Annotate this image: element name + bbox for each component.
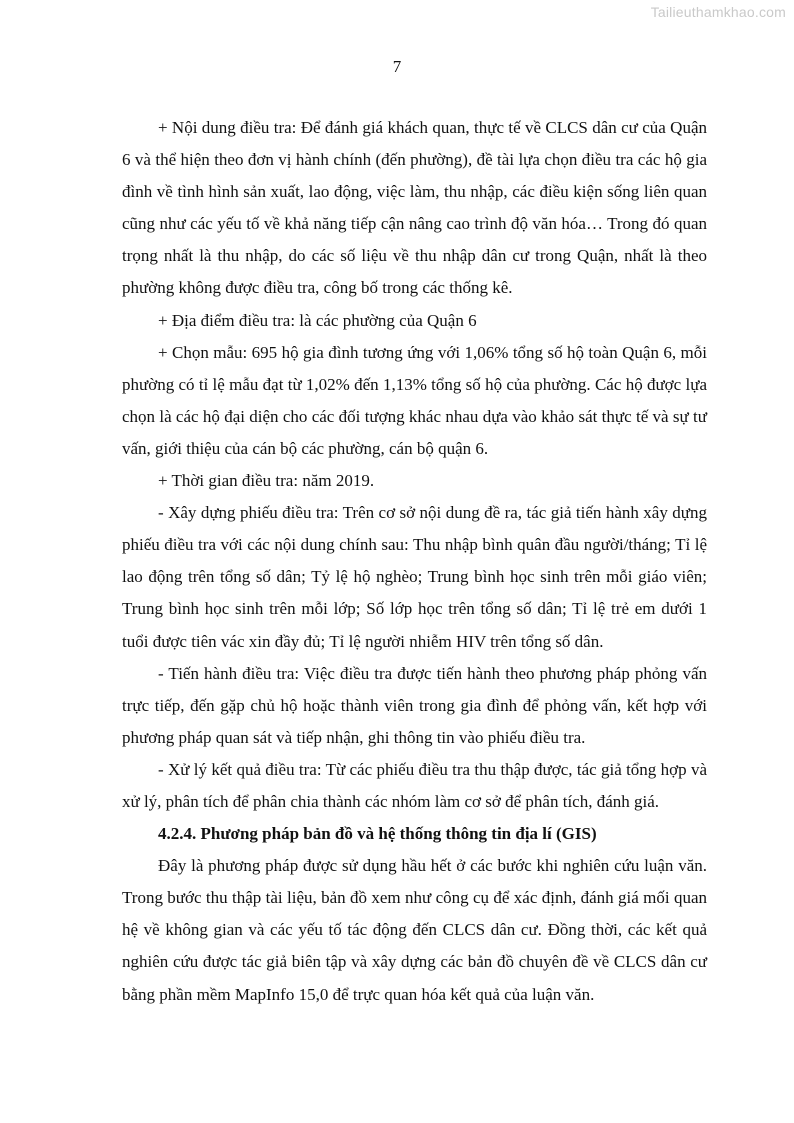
- paragraph-questionnaire: - Xây dựng phiếu điều tra: Trên cơ sở nội dung đề ra, tác giả tiến hành xây dựng phiếu điều tra với các nội dung chính sau: Thu nhập bình quân đầu người/tháng; Tỉ lệ lao động trên tổng số dân; Tỷ lệ hộ nghèo; Trung bình học sinh trên mỗi giáo viên; Trung bình học sinh trên mỗi lớp; Số lớp học trên tổng số dân; Tỉ lệ trẻ em dưới 1 tuổi được tiên vác xin đầy đủ; Tỉ lệ người nhiễm HIV trên tổng số dân.: [122, 503, 707, 651]
- paragraph-survey-location: + Địa điểm điều tra: là các phường của Quận 6: [158, 310, 477, 330]
- page-number: 7: [392, 57, 402, 76]
- watermark: Tailieuthamkhao.com: [650, 4, 786, 20]
- paragraph-survey-content: + Nội dung điều tra: Để đánh giá khách quan, thực tế về CLCS dân cư của Quận 6 và thể hiện theo đơn vị hành chính (đến phường), đề tài lựa chọn điều tra các hộ gia đình về tình hình sản xuất, lao động, việc làm, thu nhập, các điều kiện sống liên quan cũng như các yếu tố về khả năng tiếp cận nâng cao trình độ văn hóa… Trong đó quan trọng nhất là thu nhập, do các số liệu về thu nhập dân cư trong Quận, nhất là theo phường không được điều tra, công bố trong các thống kê.: [122, 118, 707, 298]
- document-body: [122, 112, 707, 1011]
- paragraph-conducting-survey: - Tiến hành điều tra: Việc điều tra được tiến hành theo phương pháp phỏng vấn trực tiếp, đến gặp chủ hộ hoặc thành viên trong gia đình để phỏng vấn, kết hợp với phương pháp quan sát và tiếp nhận, ghi thông tin vào phiếu điều tra.: [122, 663, 707, 747]
- paragraph-processing-results: - Xử lý kết quả điều tra: Từ các phiếu điều tra thu thập được, tác giả tổng hợp và xử lý, phân tích để phân chia thành các nhóm làm cơ sở để phân tích, đánh giá.: [122, 759, 707, 811]
- paragraph-sampling: + Chọn mẫu: 695 hộ gia đình tương ứng với 1,06% tổng số hộ toàn Quận 6, mỗi phường có tỉ lệ mẫu đạt từ 1,02% đến 1,13% tổng số hộ của phường. Các hộ được lựa chọn là các hộ đại diện cho các đối tượng khác nhau dựa vào khảo sát thực tế và sự tư vấn, giới thiệu của cán bộ các phường, cán bộ quận 6.: [122, 342, 707, 458]
- paragraph-gis-method: Đây là phương pháp được sử dụng hầu hết ở các bước khi nghiên cứu luận văn. Trong bước thu thập tài liệu, bản đồ xem như công cụ để xác định, đánh giá mối quan hệ về không gian và các yếu tố tác động đến CLCS dân cư. Đồng thời, các kết quả nghiên cứu được tác giả biên tập và xây dựng các bản đồ chuyên đề về CLCS dân cư bằng phần mềm MapInfo 15,0 để trực quan hóa kết quả của luận văn.: [122, 856, 707, 1004]
- paragraph-survey-time: + Thời gian điều tra: năm 2019.: [158, 471, 375, 491]
- section-heading: 4.2.4. Phương pháp bản đồ và hệ thống thông tin địa lí (GIS): [158, 824, 597, 844]
